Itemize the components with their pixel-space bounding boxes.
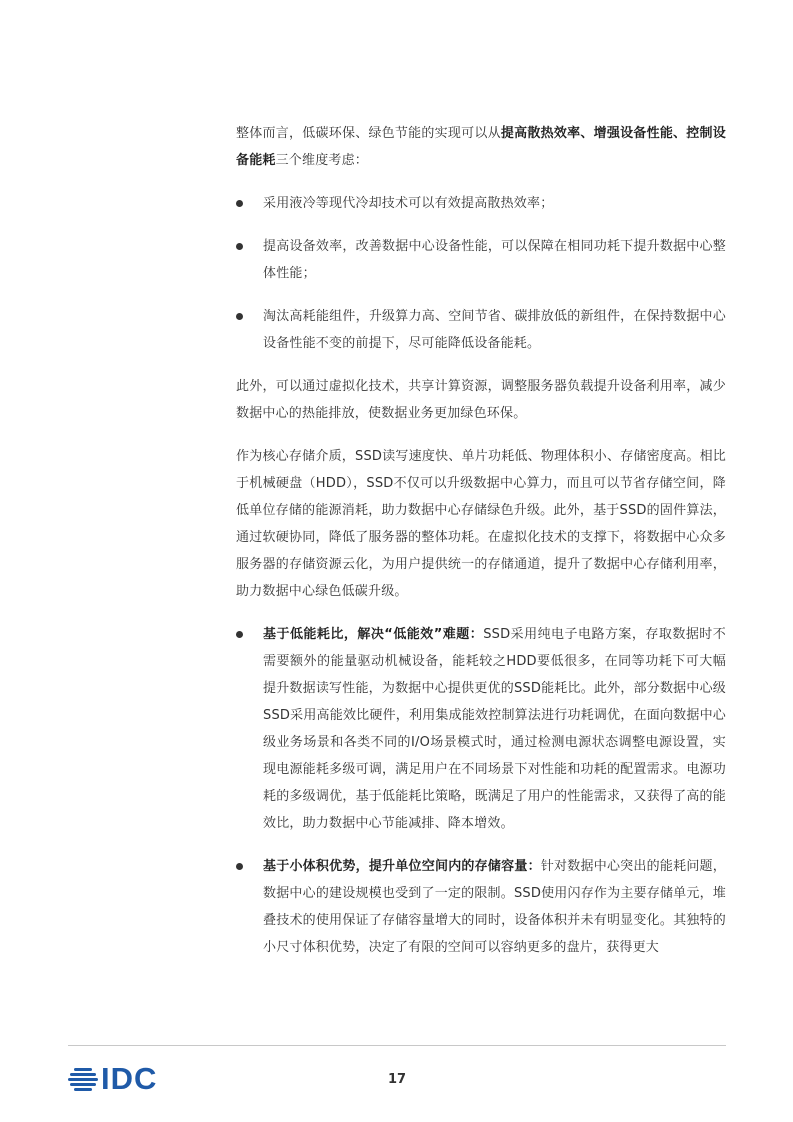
list-item [236,621,726,837]
footer-divider [68,1045,726,1046]
bullet-dot-icon [236,863,243,870]
list-item [236,303,726,357]
bullet-dot-icon [236,200,243,207]
bullet-dot-icon [236,243,243,250]
intro-emphasis: 提高散热效率、增强设备性能、控制设备能耗 [236,126,726,168]
intro-paragraph [236,120,726,174]
page-number: 17 [388,1072,407,1087]
intro-text: 整体而言，低碳环保、绿色节能的实现可以从 [236,126,501,141]
list-item-text: 淘汰高耗能组件，升级算力高、空间节省、碳排放低的新组件，在保持数据中心设备性能不变的前提下，尽可能降低设备能耗。 [263,309,726,351]
idc-logo [68,1063,157,1095]
list-item [236,190,726,217]
page-content [236,120,726,977]
list-item-text: 提高设备效率，改善数据中心设备性能，可以保障在相同功耗下提升数据中心整体性能； [263,239,726,281]
body-paragraph: 作为核心存储介质，SSD读写速度快、单片功耗低、物理体积小、存储密度高。相比于机械硬盘（HDD），SSD不仅可以升级数据中心算力，而且可以节省存储空间，降低单位存储的能源消耗，助力数据中心存储绿色升级。此外，基于SSD的固件算法，通过软硬协同，降低了服务器的整体功耗。在虚拟化技术的支撑下，将数据中心众多服务器的存储资源云化，为用户提供统一的存储通道，提升了数据中心存储利用率，助力数据中心绿色低碳升级。 [236,449,726,599]
list-item-text: 针对数据中心突出的能耗问题，数据中心的建设规模也受到了一定的限制。SSD使用闪存作为主要存储单元，堆叠技术的使用保证了存储容量增大的同时，设备体积并未有明显变化。其独特的小尺寸体积优势，决定了有限的空间可以容纳更多的盘片，获得更大 [263,859,726,955]
body-paragraph: 此外，可以通过虚拟化技术，共享计算资源，调整服务器负载提升设备利用率，减少数据中心的热能排放，使数据业务更加绿色环保。 [236,379,726,421]
list-item-text: SSD采用纯电子电路方案，存取数据时不需要额外的能量驱动机械设备，能耗较之HDD要低很多，在同等功耗下可大幅提升数据读写性能，为数据中心提供更优的SSD能耗比。此外，部分数据中心级SSD采用高能效比硬件，利用集成能效控制算法进行功耗调优，在面向数据中心级业务场景和各类不同的I/O场景模式时，通过检测电源状态调整电源设置，实现电源能耗多级可调，满足用户在不同场景下对性能和功耗的配置需求。电源功耗的多级调优，基于低能耗比策略，既满足了用户的性能需求，又获得了高的能效比，助力数据中心节能减排、降本增效。 [263,627,726,831]
bullet-dot-icon [236,631,243,638]
logo-text: IDC [101,1061,158,1096]
bullet-dot-icon [236,313,243,320]
list-item-text: 采用液冷等现代冷却技术可以有效提高散热效率； [263,196,554,211]
list-item [236,233,726,287]
list-item-heading: 基于小体积优势，提升单位空间内的存储容量： [263,859,541,874]
intro-text-end: 三个维度考虑： [275,153,369,168]
globe-lines-icon [68,1067,98,1091]
list-item-heading: 基于低能耗比，解决“低能效”难题： [263,627,484,642]
list-item [236,853,726,961]
